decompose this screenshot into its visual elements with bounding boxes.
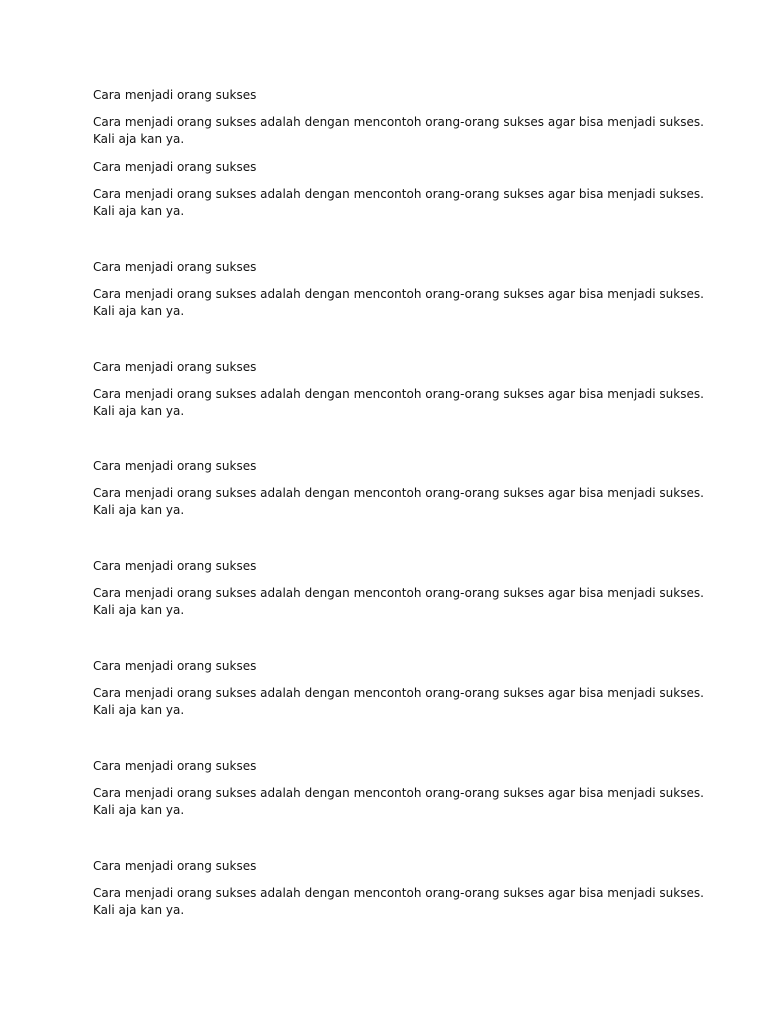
section-heading: Cara menjadi orang sukses — [93, 659, 257, 673]
section-7 — [93, 658, 704, 719]
paragraph-line-2: Kali aja kan ya. — [93, 503, 185, 517]
section-5 — [93, 458, 704, 519]
paragraph-line-1: Cara menjadi orang sukses adalah dengan mencontoh orang-orang sukses agar bisa menjadi sukses. — [93, 686, 704, 700]
section-paragraph — [93, 885, 704, 919]
paragraph-line-2: Kali aja kan ya. — [93, 304, 185, 318]
section-3 — [93, 259, 704, 320]
section-heading: Cara menjadi orang sukses — [93, 88, 257, 102]
paragraph-line-2: Kali aja kan ya. — [93, 903, 185, 917]
section-heading: Cara menjadi orang sukses — [93, 260, 257, 274]
section-paragraph — [93, 186, 704, 220]
paragraph-line-2: Kali aja kan ya. — [93, 132, 185, 146]
section-paragraph — [93, 286, 704, 320]
paragraph-line-1: Cara menjadi orang sukses adalah dengan mencontoh orang-orang sukses agar bisa menjadi sukses. — [93, 287, 704, 301]
section-paragraph — [93, 386, 704, 420]
paragraph-line-1: Cara menjadi orang sukses adalah dengan mencontoh orang-orang sukses agar bisa menjadi sukses. — [93, 187, 704, 201]
section-heading: Cara menjadi orang sukses — [93, 559, 257, 573]
paragraph-line-1: Cara menjadi orang sukses adalah dengan mencontoh orang-orang sukses agar bisa menjadi sukses. — [93, 586, 704, 600]
section-paragraph — [93, 585, 704, 619]
section-heading: Cara menjadi orang sukses — [93, 160, 257, 174]
section-heading: Cara menjadi orang sukses — [93, 459, 257, 473]
paragraph-line-1: Cara menjadi orang sukses adalah dengan mencontoh orang-orang sukses agar bisa menjadi sukses. — [93, 486, 704, 500]
section-6 — [93, 558, 704, 619]
section-1 — [93, 87, 704, 148]
section-paragraph — [93, 485, 704, 519]
paragraph-line-1: Cara menjadi orang sukses adalah dengan mencontoh orang-orang sukses agar bisa menjadi sukses. — [93, 387, 704, 401]
paragraph-line-2: Kali aja kan ya. — [93, 803, 185, 817]
section-paragraph — [93, 685, 704, 719]
section-9 — [93, 858, 704, 919]
paragraph-line-2: Kali aja kan ya. — [93, 603, 185, 617]
paragraph-line-2: Kali aja kan ya. — [93, 404, 185, 418]
paragraph-line-1: Cara menjadi orang sukses adalah dengan mencontoh orang-orang sukses agar bisa menjadi sukses. — [93, 115, 704, 129]
section-heading: Cara menjadi orang sukses — [93, 759, 257, 773]
paragraph-line-2: Kali aja kan ya. — [93, 703, 185, 717]
section-heading: Cara menjadi orang sukses — [93, 360, 257, 374]
paragraph-line-1: Cara menjadi orang sukses adalah dengan mencontoh orang-orang sukses agar bisa menjadi sukses. — [93, 786, 704, 800]
section-paragraph — [93, 785, 704, 819]
section-4 — [93, 359, 704, 420]
section-2 — [93, 159, 704, 220]
section-heading: Cara menjadi orang sukses — [93, 859, 257, 873]
paragraph-line-1: Cara menjadi orang sukses adalah dengan mencontoh orang-orang sukses agar bisa menjadi sukses. — [93, 886, 704, 900]
paragraph-line-2: Kali aja kan ya. — [93, 204, 185, 218]
section-paragraph — [93, 114, 704, 148]
section-8 — [93, 758, 704, 819]
